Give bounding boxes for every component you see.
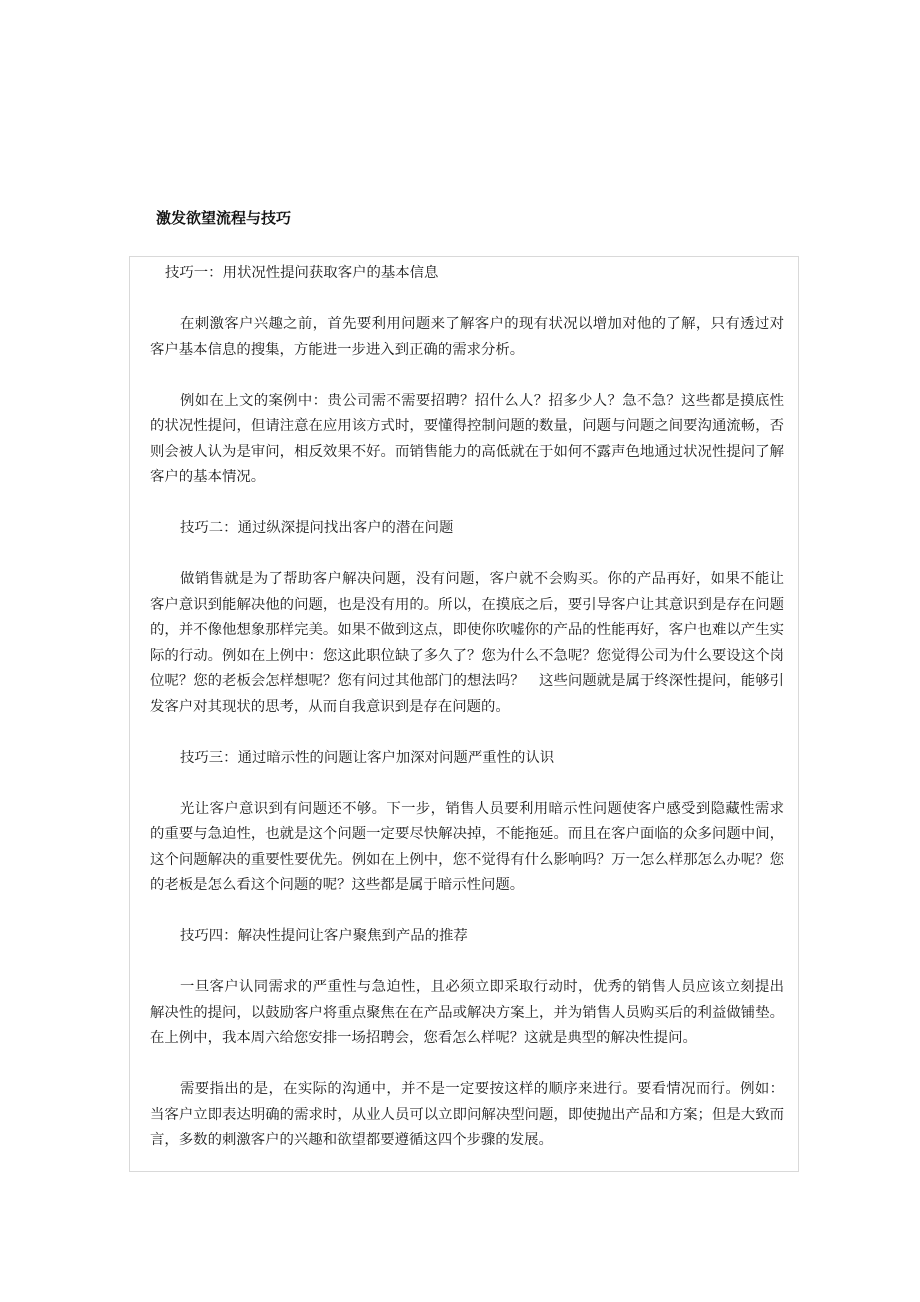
paragraph-spacer — [150, 363, 784, 389]
paragraph-spacer — [150, 899, 784, 925]
paragraph-conclusion: 需要指出的是，在实际的沟通中，并不是一定要按这样的顺序来进行。要看情况而行。例如：当客户立即表达明确的需求时，从业人员可以立即问解决型问题，即使抛出产品和方案；但是大致而言，多数的刺激客户的兴趣和欲望都要遵循这四个步骤的发展。 — [150, 1081, 784, 1148]
paragraph-tip-3: 光让客户意识到有问题还不够。下一步，销售人员要利用暗示性问题使客户感受到隐藏性需求的重要与急迫性，也就是这个问题一定要尽快解决掉，不能拖延。而且在客户面临的众多问题中间，这个问题解决的重要性要优先。例如在上例中，您不觉得有什么影响吗？万一怎么样那怎么办呢？您的老板是怎么看这个问题的呢？这些都是属于暗示性问题。 — [150, 800, 784, 893]
content-box — [129, 256, 799, 1172]
heading-tip-1: 技巧一：用状况性提问获取客户的基本信息 — [165, 265, 439, 281]
heading-tip-2: 技巧二：通过纵深提问找出客户的潜在问题 — [180, 520, 454, 536]
paragraph-spacer — [150, 287, 784, 313]
paragraph-tip-1-example: 例如在上文的案例中：贵公司需不需要招聘？招什么人？招多少人？急不急？这些都是摸底性的状况性提问，但请注意在应用该方式时，要懂得控制问题的数量，问题与问题之间要沟通流畅，否则会被人认为是审问，相反效果不好。而销售能力的高低就在于如何不露声色地通过状况性提问了解客户的基本情况。 — [150, 392, 784, 485]
heading-tip-4: 技巧四：解决性提问让客户聚焦到产品的推荐 — [180, 928, 468, 944]
paragraph-spacer — [150, 542, 784, 568]
paragraph-spacer — [150, 720, 784, 746]
document-title: 激发欲望流程与技巧 — [156, 209, 292, 227]
paragraph-tip-4: 一旦客户认同需求的严重性与急迫性，且必须立即采取行动时，优秀的销售人员应该立刻提出解决性的提问，以鼓励客户将重点聚焦在在产品或解决方案上，并为销售人员购买后的利益做铺垫。在上例中，我本周六给您安排一场招聘会，您看怎么样呢？这就是典型的解决性提问。 — [150, 979, 784, 1046]
paragraph-spacer — [150, 1052, 784, 1078]
paragraph-spacer — [150, 491, 784, 517]
paragraph-tip-1-intro: 在刺激客户兴趣之前，首先要利用问题来了解客户的现有状况以增加对他的了解，只有透过对客户基本信息的搜集，方能进一步进入到正确的需求分析。 — [150, 316, 784, 358]
heading-tip-3: 技巧三：通过暗示性的问题让客户加深对问题严重性的认识 — [180, 749, 555, 766]
paragraph-spacer — [150, 950, 784, 976]
paragraph-spacer — [150, 771, 784, 797]
paragraph-tip-2: 做销售就是为了帮助客户解决问题，没有问题，客户就不会购买。你的产品再好，如果不能让客户意识到能解决他的问题，也是没有用的。所以，在摸底之后，要引导客户让其意识到是存在问题的，并不像他想象那样完美。如果不做到这点，即使你吹嘘你的产品的性能再好，客户也难以产生实际的行动。例如在上例中：您这此职位缺了多久了？您为什么不急呢？您觉得公司为什么要设这个岗位呢？您的老板会怎样想呢？您有问过其他部门的想法吗？ 这些问题就是属于终深性提问，能够引发客户对其现状的思考，从而自我意识到是存在问题的。 — [150, 571, 784, 715]
